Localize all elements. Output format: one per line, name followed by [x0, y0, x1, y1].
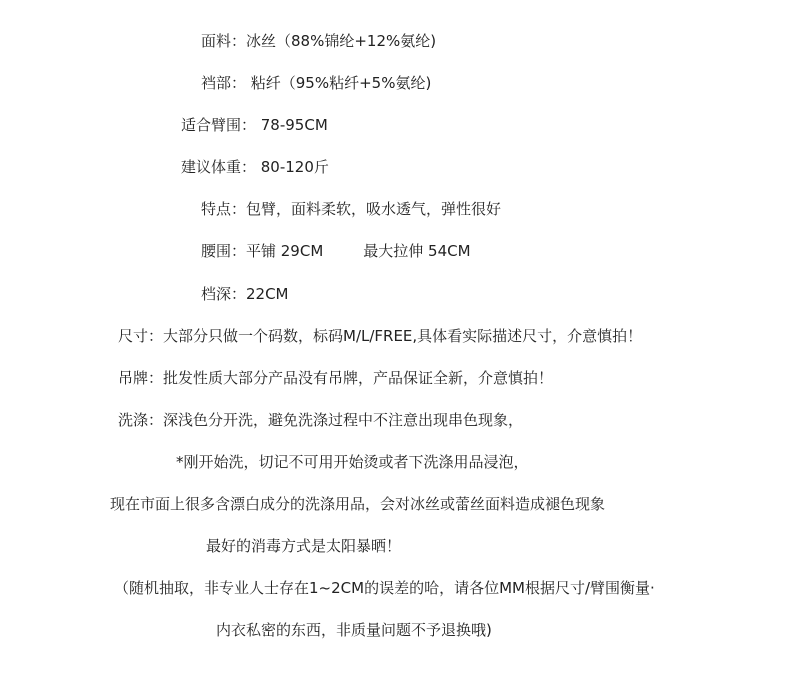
measurement-error-line: （随机抽取，非专业人士存在1~2CM的误差的哈，请各位MM根据尺寸/臂围衡量· [114, 579, 655, 597]
sun-disinfection-line: 最好的消毒方式是太阳暴晒！ [206, 537, 402, 555]
arm-circumference-line: 适合臂围： 78-95CM [181, 116, 328, 134]
suggested-weight-line: 建议体重： 80-120斤 [181, 158, 329, 176]
no-return-line: 内衣私密的东西，非质量问题不予退换哦) [216, 621, 492, 639]
waist-line [201, 241, 471, 261]
washing-note-line: 洗涤：深浅色分开洗，避免洗涤过程中不注意出现串色现象， [118, 411, 524, 429]
tag-note-line: 吊牌：批发性质大部分产品没有吊牌，产品保证全新，介意慎拍！ [118, 369, 554, 387]
waist-stretch-text: 最大拉伸 54CM [363, 242, 471, 260]
waist-flat-text: 腰围：平铺 29CM [201, 242, 324, 260]
washing-warning-line: *刚开始洗，切记不可用开始烫或者下洗涤用品浸泡， [176, 453, 529, 471]
size-note-line: 尺寸：大部分只做一个码数，标码M/L/FREE,具体看实际描述尺寸，介意慎拍！ [118, 327, 643, 345]
crotch-line: 裆部： 粘纤（95%粘纤+5%氨纶) [201, 74, 432, 92]
bleach-warning-line: 现在市面上很多含漂白成分的洗涤用品，会对冰丝或蕾丝面料造成褪色现象 [110, 495, 606, 513]
fabric-line: 面料：冰丝（88%锦纶+12%氨纶) [201, 32, 437, 50]
features-line: 特点：包臂，面料柔软，吸水透气，弹性很好 [201, 200, 502, 218]
rise-line: 档深：22CM [201, 285, 289, 303]
